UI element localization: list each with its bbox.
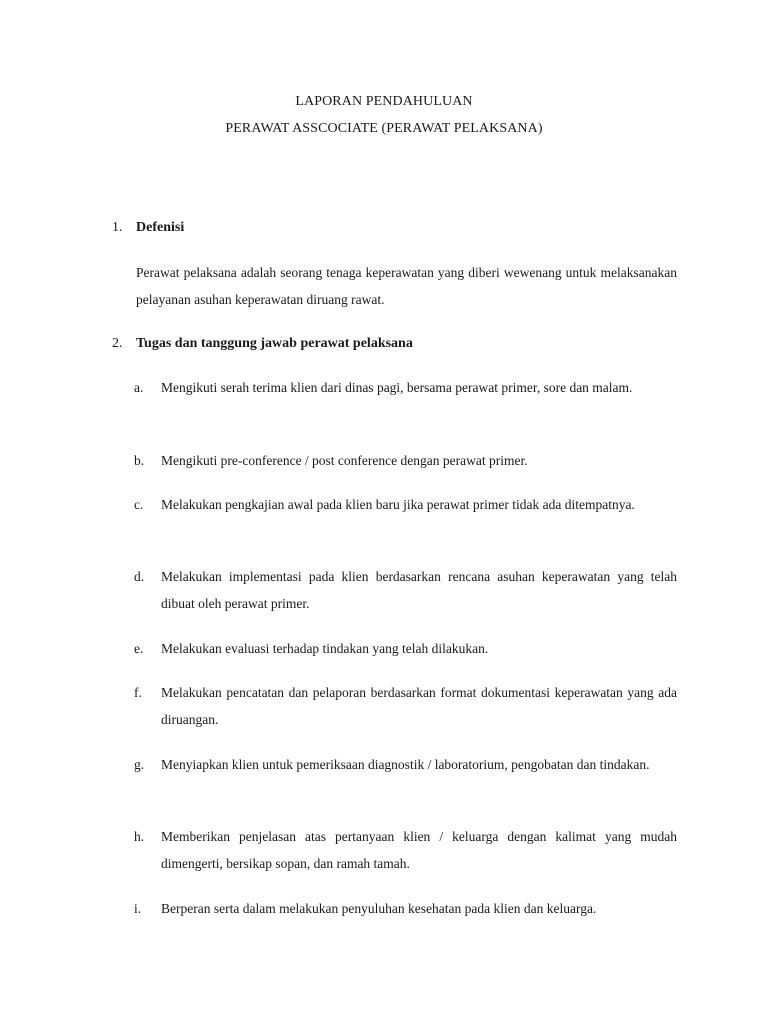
list-item: Melakukan implementasi pada klien berdasarkan rencana asuhan keperawatan yang telah dibuat oleh perawat primer. (161, 569, 677, 611)
list-item: Mengikuti pre-conference / post conference dengan perawat primer. (161, 453, 528, 468)
list-item: Mengikuti serah terima klien dari dinas pagi, bersama perawat primer, sore dan malam. (161, 380, 633, 395)
list-item-letter: b. (134, 453, 145, 468)
list-item: Melakukan pengkajian awal pada klien baru jika perawat primer tidak ada ditempatnya. (161, 497, 635, 512)
list-item-letter: h. (134, 829, 145, 844)
list-item-letter: i. (134, 901, 142, 916)
list-item: Berperan serta dalam melakukan penyuluhan kesehatan pada klien dan keluarga. (161, 901, 597, 916)
list-item-letter: a. (134, 380, 144, 395)
document-title: LAPORAN PENDAHULUAN (295, 94, 473, 109)
list-item-letter: g. (134, 757, 145, 772)
section-number: 1. (112, 220, 123, 235)
list-item-letter: f. (134, 685, 142, 700)
section-heading-defenisi: Defenisi (136, 220, 185, 235)
list-item: Melakukan evaluasi terhadap tindakan yang telah dilakukan. (161, 641, 489, 656)
list-item: Memberikan penjelasan atas pertanyaan klien / keluarga dengan kalimat yang mudah dimengerti, bersikap sopan, dan ramah tamah. (161, 829, 677, 871)
list-item-letter: c. (134, 497, 144, 512)
section-number: 2. (112, 336, 123, 351)
section-heading-tugas: Tugas dan tanggung jawab perawat pelaksana (136, 336, 413, 351)
document-subtitle: PERAWAT ASSCOCIATE (PERAWAT PELAKSANA) (225, 121, 543, 136)
list-item-letter: d. (134, 569, 145, 584)
list-item: Melakukan pencatatan dan pelaporan berdasarkan format dokumentasi keperawatan yang ada diruangan. (161, 685, 677, 727)
list-item: Menyiapkan klien untuk pemeriksaan diagnostik / laboratorium, pengobatan dan tindakan. (161, 757, 650, 772)
list-item-letter: e. (134, 641, 144, 656)
definition-paragraph: Perawat pelaksana adalah seorang tenaga keperawatan yang diberi wewenang untuk melaksanakan pelayanan asuhan keperawatan diruang rawat. (136, 265, 677, 307)
